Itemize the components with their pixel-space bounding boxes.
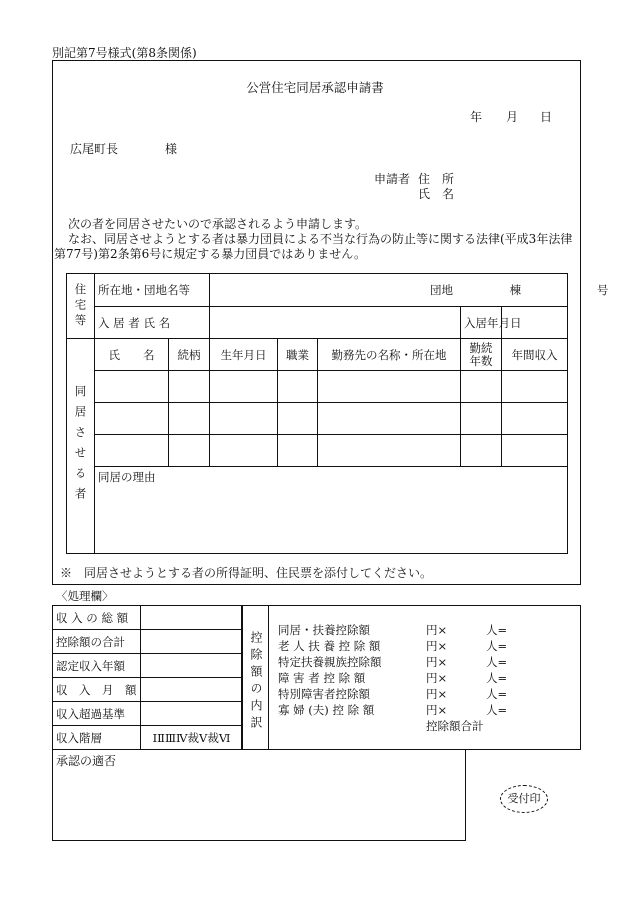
form-number-note: 別記第7号様式(第8条関係) [52, 46, 197, 60]
cohabitant-1-name[interactable] [95, 371, 169, 403]
deduction-yen: 円× [426, 687, 448, 701]
processing-section-label: 〈処理欄〉 [56, 589, 114, 603]
cohabitant-1-income[interactable] [502, 371, 568, 403]
cohabitant-3-workplace[interactable] [318, 435, 461, 467]
deduction-total-row [278, 718, 568, 734]
deduction-row [278, 638, 568, 654]
deduction-persons: 人= [486, 655, 508, 669]
deduction-label: 障 害 者 控 除 額 [278, 671, 366, 685]
date-day-label: 日 [540, 110, 553, 124]
deduction-total-field[interactable] [141, 630, 243, 654]
breakdown-label: 控除額の内訳 [249, 631, 263, 733]
cohabitant-3-occupation[interactable] [278, 435, 318, 467]
reception-stamp: 受付印 [500, 785, 548, 813]
housing-group-label: 住宅等 [67, 274, 95, 339]
date-year-label: 年 [470, 110, 483, 124]
deduction-label: 同居・扶養控除額 [278, 623, 370, 637]
deduction-total-sum-label: 控除額合計 [426, 719, 484, 733]
cohabitant-2-years[interactable] [461, 403, 502, 435]
cohabitant-1-occupation[interactable] [278, 371, 318, 403]
approval-label: 承認の適否 [56, 754, 117, 768]
cohabitant-2-workplace[interactable] [318, 403, 461, 435]
deduction-label: 特別障害者控除額 [278, 687, 370, 701]
deduction-row [278, 654, 568, 670]
cohabitant-1-birthdate[interactable] [210, 371, 278, 403]
addressee-name: 広尾町長 [70, 142, 119, 156]
cohabitant-2-income[interactable] [502, 403, 568, 435]
cohabitant-3-income[interactable] [502, 435, 568, 467]
cohabitant-2-relation[interactable] [169, 403, 210, 435]
cohabitant-2-occupation[interactable] [278, 403, 318, 435]
deduction-label: 特定扶養親族控除額 [278, 655, 382, 669]
deduction-row [278, 622, 568, 638]
deduction-yen: 円× [426, 623, 448, 637]
cohabitant-1-relation[interactable] [169, 371, 210, 403]
income-excess-standard-label: 収入超過基準 [53, 702, 141, 726]
total-income-field[interactable] [141, 606, 243, 630]
applicant-address-label: 住 所 [418, 172, 455, 186]
addressee-honorific: 様 [165, 142, 178, 156]
building-label: 棟 [509, 283, 522, 297]
col-occupation: 職業 [278, 339, 318, 371]
certified-annual-income-field[interactable] [141, 654, 243, 678]
cohabitation-table [66, 273, 609, 554]
col-name: 氏 名 [95, 339, 169, 371]
col-birthdate: 生年月日 [210, 339, 278, 371]
deduction-total-label: 控除額の合計 [53, 630, 141, 654]
deduction-row [278, 686, 568, 702]
deduction-yen: 円× [426, 639, 448, 653]
location-field[interactable] [210, 274, 609, 307]
deduction-label: 寡 婦 (夫) 控 除 額 [278, 703, 375, 717]
income-level-options[interactable]: ⅠⅡⅢⅣ裁Ⅴ裁Ⅵ [141, 726, 243, 750]
applicant-name-label: 氏 名 [418, 187, 455, 201]
deduction-list [278, 622, 568, 734]
cohabitant-1-years[interactable] [461, 371, 502, 403]
total-income-label: 収 入 の 総 額 [53, 606, 141, 630]
cohabitation-reason-field[interactable] [95, 467, 568, 554]
deduction-yen: 円× [426, 655, 448, 669]
form-title: 公営住宅同居承認申請書 [246, 80, 384, 95]
col-years-employed: 勤続年数 [461, 339, 502, 371]
deduction-label: 老 人 扶 養 控 除 額 [278, 639, 381, 653]
location-label: 所在地・団地名等 [95, 274, 210, 307]
deduction-persons: 人= [486, 687, 508, 701]
col-workplace: 勤務先の名称・所在地 [318, 339, 461, 371]
attachment-note: ※ 同居させようとする者の所得証明、住民票を添付してください。 [60, 566, 433, 580]
resident-name-field[interactable] [210, 307, 461, 339]
danchi-label: 団地 [430, 283, 453, 297]
cohabitant-group-label: 同居させる者 [67, 339, 95, 554]
deduction-yen: 円× [426, 703, 448, 717]
deduction-yen: 円× [426, 671, 448, 685]
body-text-2: なお、同居させようとする者は暴力団員による不当な行為の防止等に関する法律(平成3年法律第77号)第2条第6号に規定する暴力団員ではありません。 [54, 232, 573, 261]
deduction-row [278, 702, 568, 718]
cohabitant-3-relation[interactable] [169, 435, 210, 467]
resident-name-label: 入 居 者 氏 名 [95, 307, 210, 339]
certified-annual-income-label: 認定収入年額 [53, 654, 141, 678]
deduction-persons: 人= [486, 703, 508, 717]
monthly-income-field[interactable] [141, 678, 243, 702]
date-month-label: 月 [506, 110, 519, 124]
unit-label: 号 [596, 283, 609, 297]
cohabitant-2-name[interactable] [95, 403, 169, 435]
deduction-row [278, 670, 568, 686]
cohabitant-3-birthdate[interactable] [210, 435, 278, 467]
cohabitant-2-birthdate[interactable] [210, 403, 278, 435]
body-text-1: 次の者を同居させたいので承認されるよう申請します。 [68, 217, 368, 231]
deduction-persons: 人= [486, 639, 508, 653]
cohabitant-1-workplace[interactable] [318, 371, 461, 403]
applicant-label: 申請者 [374, 172, 411, 186]
income-level-label: 収入階層 [53, 726, 141, 750]
deduction-persons: 人= [486, 671, 508, 685]
processing-left-table [52, 605, 243, 750]
deduction-persons: 人= [486, 623, 508, 637]
income-excess-standard-field[interactable] [141, 702, 243, 726]
monthly-income-label: 収 入 月 額 [53, 678, 141, 702]
move-in-date-label: 入居年月日 [461, 307, 502, 339]
col-relation: 続柄 [169, 339, 210, 371]
cohabitation-reason-label: 同居の理由 [98, 470, 156, 484]
cohabitant-3-years[interactable] [461, 435, 502, 467]
col-annual-income: 年間収入 [502, 339, 568, 371]
cohabitant-3-name[interactable] [95, 435, 169, 467]
